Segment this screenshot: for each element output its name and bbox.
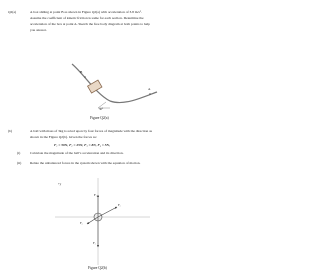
- point-b-label: B: [80, 70, 83, 74]
- sub-question-i-label: (i): [17, 151, 21, 155]
- force-f4-label: F₄: [93, 241, 96, 245]
- figure-q2a-caption: Figure Q2(a): [90, 116, 109, 120]
- question-2a-label: Q2(a): [8, 10, 17, 14]
- question-2b-line-2: shown in the Figure Q2(b). Given the forces as:: [30, 135, 97, 139]
- force-f3-label: F₃: [80, 221, 83, 225]
- question-2a-line-4: you answer.: [30, 28, 47, 32]
- force-f2-label: F₂: [118, 203, 121, 207]
- point-a-label: A: [148, 87, 151, 91]
- sub-question-ii-text: Relate the unbalanced forces in the system shown with the equation of motion.: [30, 161, 141, 165]
- question-2a-line-2: Assume the coefficient of kinetic friction is same for each section. Determine the: [30, 16, 144, 20]
- question-2b-line-1: A ball with mass of 3kg is acted upon by four forces of magnitude with the direction as: [30, 129, 152, 133]
- force-f2-arrow: [98, 207, 117, 217]
- figure-q2b-caption: Figure Q2(b): [88, 266, 107, 270]
- forces-list: F₁ = 50N, F₂ = 25N, F₃ = 8N, F₄ = 5N,: [54, 143, 110, 147]
- sub-question-ii-label: (ii): [17, 161, 22, 165]
- question-2b-label: (b): [8, 129, 13, 133]
- force-f1-label: F₁: [94, 193, 97, 197]
- sub-question-i-text: Calculate the magnitude of the ball’s acceleration and its direction.: [30, 151, 124, 155]
- question-2a-line-3: acceleration of the box at point A. Sketch the free body diagram at both points to help: [30, 22, 151, 26]
- y-axis-label: +y: [58, 182, 62, 186]
- question-2a-line-1: A box sliding at point B as shown in Figure Q2(a) with acceleration of 3.8 m/s².: [30, 10, 142, 14]
- angle-label: 30°: [99, 107, 104, 111]
